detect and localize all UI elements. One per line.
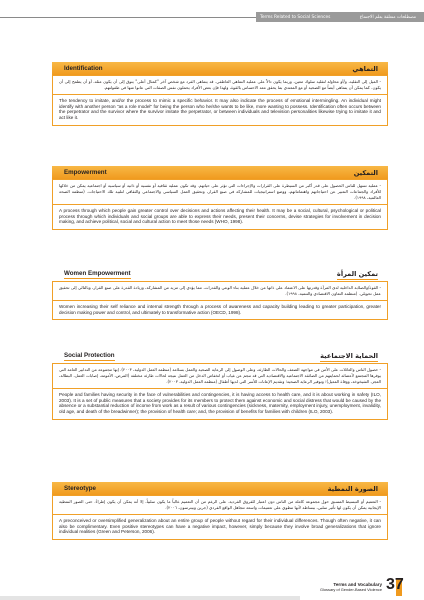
- entry-text-ar: - عملية تسهل للناس الحصول على قدر أكبر من السيطرة على القرارات والإجراءات التي تؤثر على حياتهم. وقد تكون عملية ثقافية أو نفسية أو ذاتية أو سياسية أو اجتماعية يمكن من خلالها للأفراد والجماعات التعبير عن احتياجاتهم واهتماماتهم، ووضع استراتيجيات للمشاركة في صنع القرار، وتحقيق العمل السياسي والاجتماعي والثقافي لتلبية تلك الاحتياجات. (منظمة الصحة العالمية، ١٩٩٨).: [59, 183, 381, 200]
- entry-title-en: Identification: [64, 65, 103, 72]
- glossary-entry-stereotype: [52, 482, 388, 540]
- glossary-entry-empowerment: [52, 166, 388, 230]
- entry-title-ar: الصورة النمطية: [327, 484, 378, 493]
- entry-heading: [52, 482, 388, 495]
- footer-subtitle: Glossary of Gender-Based Violence: [320, 587, 382, 592]
- header-title-ar: مصطلحات متعلقة بعلم الاجتماع: [359, 14, 416, 20]
- entry-title-ar: الحماية الاجتماعية: [320, 351, 378, 360]
- entry-title-ar: التماهي: [352, 64, 378, 73]
- entry-text-ar: - حصول الناس والعائلات على الأمن في مواجهة الضعف والحالات الطارئة، وعلى الوصول إلى الرعاية الصحية والعمل بسلامة (منظمة العمل الدولية، ٢٠٠٣). إنها مجموعة من التدابير العامة التي يوفرها المجتمع لأعضائه لحمايتهم من الضائقة الاجتماعية والاقتصادية التي قد تنجم عن غياب أو انخفاض الدخل من العمل نتيجة لحالات طارئة مختلفة (المرض، الأمومة، إصابات العمل، البطالة، العجز، الشيخوخة، ووفاة المعيل)؛ وتوفير الرعاية الصحية؛ وتقديم الإعانات للأسر التي لديها أطفال (منظمة العمل الدولية، ٢٠٠٣).: [59, 367, 381, 384]
- header-title-en: Terms Related to Social Sciences: [260, 14, 331, 20]
- entry-title-en: Stereotype: [64, 485, 96, 492]
- entry-heading: [52, 268, 388, 281]
- entry-title-ar: التمكين: [353, 168, 378, 177]
- entry-text-en: A process through which people gain greater control over decisions and actions affecting their health. It may be a social, cultural, psychological or political process through which individuals and social groups are able to express their needs, present their concerns, devise strategies for involvement in decision making, and achieve political, social and cultural action to meet those needs (WHO, 1998).: [59, 207, 381, 225]
- entry-body: [52, 281, 388, 320]
- entry-text-en: People and families having security in the face of vulnerabilities and contingencies, it is having access to health care, and it is about working in safety (ILO, 2003). It is a set of public measures that a society provides for its members to protect them against economic and social distress that would be caused by the absence or a substantial reduction of income from work as a result of various contingencies (sickness, maternity, employment injury, unemployment, invalidity, old age, and death of the breadwinner); the provision of health care; and, the provision of benefits for families with children (ILO, 2003).: [59, 391, 381, 415]
- entry-text-en: A preconceived or oversimplified generalization about an entire group of people without regard for their individual differences. Though often negative, it can also be complimentary. Even positive stereotypes can have a negative impact, however, simply because they involve broad generalizations that ignore individual realities (Green and Peterson, 2006).: [59, 517, 381, 535]
- entry-title-en: Empowerment: [64, 169, 107, 176]
- entry-title-ar: تمكين المرأة: [336, 269, 378, 278]
- entry-title-en: Women Empowerment: [64, 270, 131, 277]
- entry-heading: [52, 62, 388, 75]
- entry-body: [52, 179, 388, 230]
- entry-text-ar: - القوة/والصلابة الداخلية لدى المرأة وقدرتها على الاعتماد على ذاتها من خلال عملية بناء الوعي والقدرات، مما يؤدي إلى مزيد من المشاركة، وزيادة القدرة على صنع القرار، وبالتالي إلى تحقيق عمل تحويلي. (منظمة التعاون الاقتصادي والتنمية، ١٩٩٨).: [59, 285, 381, 296]
- entry-heading: [52, 350, 388, 363]
- footer-caption: [300, 582, 382, 592]
- glossary-entry-identification: [52, 62, 388, 126]
- running-header: [0, 12, 424, 22]
- entry-text-en: Women increasing their self reliance and internal strength through a process of awareness and capacity building leading to greater participation, greater decision making power and control, and ultimately to transformative action (OECD, 1998).: [59, 303, 381, 315]
- footer-band: [0, 596, 300, 600]
- header-label: [256, 12, 424, 22]
- entry-title-en: Social Protection: [64, 352, 115, 359]
- entry-body: [52, 495, 388, 540]
- entry-heading: [52, 166, 388, 179]
- entry-text-en: The tendency to imitate, and/or the process to mimic a specific behavior. It may also indicate the process of emotional intermingling. An individual might identify with another person "as a role model" for being the person who he/she wants to be like, more wanting to possess. Identification often occurs between the perpetrator and the survivor where the survivor imitate the perpetrator, or between individuals and television personalities likewise trying to imitate it and act like it.: [59, 97, 381, 121]
- entry-body: [52, 363, 388, 420]
- entry-text-ar: - التعميم أو التبسيط المسبق حول مجموعة كاملة من الناس دون اعتبار للفروق الفردية. على الرغم من أن التعميم غالباً ما يكون سلبياً، إلا أنه يمكن أن يكون إطراءً. حتى الصور النمطية الإيجابية يمكن أن يكون لها تأثير سلبي، ببساطة لأنها تنطوي على تعميمات واسعة تتجاهل الواقع الفردي (جرين وبيترسون، ٢٠٠٦).: [59, 499, 381, 510]
- entry-body: [52, 75, 388, 126]
- footer-title: Terms and Vocabulary: [333, 582, 382, 587]
- header-rule: [0, 17, 256, 18]
- entry-text-ar: - الميل إلى التقليد، و/أو محاولة لتقليد سلوك معين، وربما يكون دالاً على عملية التماهي العاطفي. قد يتماهى الفرد مع شخص آخر "كمثال أعلى" يتوق إلى أن يكون مثله، أو أن يطمح إلى أن يكون. كما يمكن أن يتماهى أيضاً مع الضحية أو مع المعتدي بما يحقق معه الاحساس بالقوة، ولهذا فإن بعض الأفراد يحملون نفس الصفات التي عانوا منها في طفولتهم.: [59, 79, 381, 90]
- glossary-entry-social-protection: [52, 350, 388, 420]
- glossary-entry-women-empowerment: [52, 268, 388, 320]
- page-number: 37: [386, 576, 404, 593]
